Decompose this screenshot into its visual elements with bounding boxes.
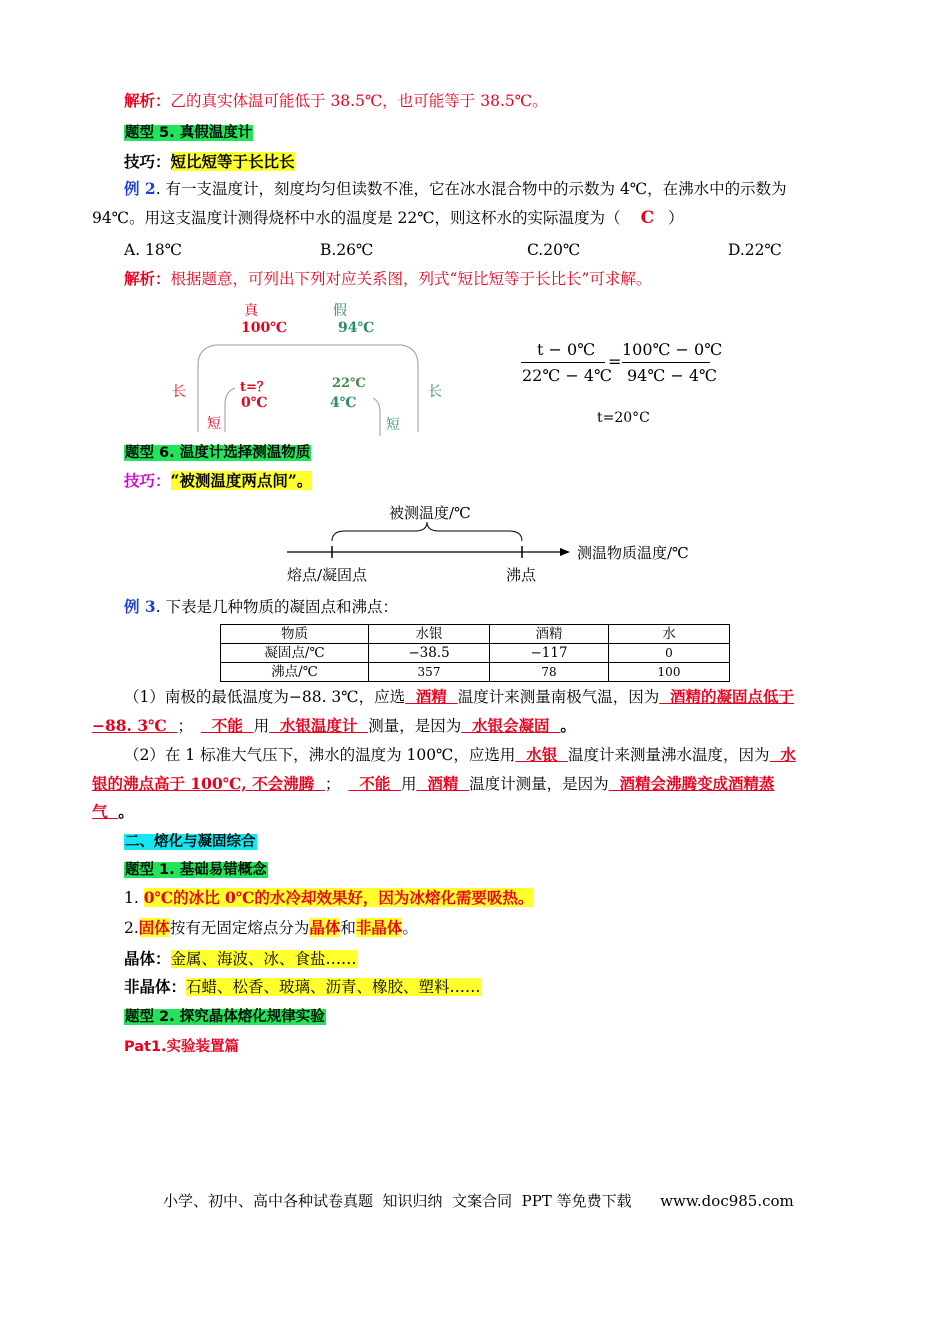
pat1-heading [124, 1035, 239, 1058]
example-close: ） [668, 209, 684, 227]
section-b1-heading [124, 858, 268, 881]
concept-text: 。 [402, 919, 418, 937]
table-header: 酒精 [490, 625, 609, 644]
tip-label: 技巧： [124, 152, 171, 171]
crystal-label: 晶体： [124, 949, 171, 968]
question-2-line-1 [124, 744, 796, 766]
table-cell: 沸点/℃ [221, 663, 369, 682]
table-header-row [221, 625, 730, 644]
table-header: 水 [609, 625, 730, 644]
melting-point-label: 熔点/凝固点 [287, 566, 368, 584]
section-5-title: 题型 5. 真假温度计 [125, 125, 253, 141]
q1-blank: 水银会凝固 [461, 716, 561, 735]
q1-text: （1）南极的最低温度为−88. 3℃，应选 [124, 688, 406, 706]
false-label: 假 [333, 303, 347, 319]
part-2-title: 二、熔化与凝固综合 [125, 834, 256, 850]
table-cell: 357 [369, 663, 490, 682]
concept-solid: 固体 [138, 918, 170, 937]
tip-text: 短比短等于长比长 [170, 152, 295, 171]
tip-label: 技巧： [124, 471, 171, 490]
q1-blank: 酒精 [405, 687, 458, 706]
q1-text: ； [177, 717, 194, 735]
q2-text: （2）在 1 标准大气压下，沸水的温度为 100℃，应选用 [124, 746, 516, 764]
q1-blank: 水银温度计 [269, 716, 369, 735]
axis-label: 测温物质温度/℃ [577, 544, 689, 562]
table-header: 物质 [221, 625, 369, 644]
page-footer: 小学、初中、高中各种试卷真题 知识归纳 文案合同 PPT 等免费下载 www.doc985.com [163, 1192, 794, 1210]
tip-text: “被测温度两点间”。 [170, 471, 313, 490]
formula-left-numerator: t − 0℃ [537, 340, 596, 359]
noncrystal-text: 石蜡、松香、玻璃、沥青、橡胶、塑料…… [186, 978, 481, 996]
example-label: 例 2 [124, 179, 156, 198]
table-cell: 0 [609, 644, 730, 663]
concept-num: 1. [124, 889, 144, 907]
question-2-line-3 [92, 801, 134, 823]
true-label: 真 [244, 303, 258, 319]
table-cell: −117 [490, 644, 609, 663]
q2-text: 。 [118, 802, 134, 821]
q2-blank: 不能 [348, 774, 402, 793]
example-label: 例 3 [124, 597, 156, 616]
substance-table [220, 624, 730, 682]
table-header: 水银 [369, 625, 490, 644]
table-row [221, 644, 730, 663]
pat1-title: Pat1.实验装置篇 [124, 1039, 240, 1055]
q2-blank: 水银 [515, 745, 569, 764]
true-t-value: t=？ [240, 380, 270, 395]
concept-1 [124, 887, 533, 909]
q1-text: 温度计来测量南极气温，因为 [457, 688, 660, 706]
q2-text: 温度计测量，是因为 [469, 775, 609, 793]
formula-equals: = [608, 352, 622, 371]
example-answer: C [640, 208, 655, 228]
q2-blank: 气 [92, 802, 119, 821]
analysis-text: 根据题意，可列出下列对应关系图，列式“短比短等于长比长”可求解。 [170, 270, 652, 288]
formula-right-numerator: 100℃ − 0℃ [622, 340, 723, 359]
table-row [221, 663, 730, 682]
true-bottom-value: 0℃ [241, 395, 268, 411]
concept-text: 和 [340, 919, 356, 937]
table-cell: 78 [490, 663, 609, 682]
analysis-label: 解析： [124, 91, 171, 110]
noncrystal-label: 非晶体： [124, 977, 187, 996]
crystal-examples [124, 948, 357, 970]
concept-text: 0℃的冰比 0℃的水冷却效果好，因为冰熔化需要吸热。 [143, 888, 534, 907]
option-b: B.26℃ [320, 241, 374, 259]
question-1-line-2 [92, 715, 576, 737]
question-2-line-2 [92, 773, 774, 795]
q2-blank: 酒精 [416, 774, 470, 793]
concept-crystal: 晶体 [309, 918, 341, 937]
long-left-label: 长 [172, 384, 186, 400]
true-top-value: 100℃ [241, 320, 287, 336]
analysis-label: 解析： [124, 269, 171, 288]
example-text-2: 94℃。用这支温度计测得烧杯中水的温度是 22℃，则这杯水的实际温度为（ [92, 209, 621, 227]
q1-text: 用 [253, 717, 270, 735]
q2-blank: 水 [769, 745, 796, 764]
concept-2 [124, 917, 418, 939]
analysis-text: 乙的真实体温可能低于 38.5℃，也可能等于 38.5℃。 [170, 92, 548, 110]
q1-blank: 酒精的凝固点低于 [659, 687, 795, 706]
crystal-text: 金属、海波、冰、食盐…… [170, 950, 357, 968]
q1-text: 。 [560, 716, 576, 735]
q2-text: 用 [401, 775, 417, 793]
option-a: A. 18℃ [124, 241, 183, 259]
formula-result: t=20°C [597, 410, 650, 426]
table-cell: −38.5 [369, 644, 490, 663]
q2-text: ； [324, 775, 341, 793]
false-t-value: 22℃ [332, 376, 366, 391]
option-d: D.22℃ [728, 241, 782, 259]
measured-temp-label: 被测温度/℃ [389, 504, 471, 522]
short-left-label: 短 [207, 416, 221, 432]
table-cell: 100 [609, 663, 730, 682]
concept-noncrystal: 非晶体 [355, 918, 403, 937]
concept-num: 2. [124, 919, 139, 937]
example-text: . 下表是几种物质的凝固点和沸点： [155, 598, 399, 616]
example-text-1: . 有一支温度计，刻度均匀但读数不准，它在冰水混合物中的示数为 4℃，在沸水中的示数为 [155, 180, 787, 198]
section-b2-heading [124, 1005, 326, 1028]
q1-blank: 不能 [201, 716, 254, 735]
short-right-label: 短 [386, 417, 400, 433]
part-2-heading [124, 830, 257, 853]
concept-text: 按有无固定熔点分为 [169, 919, 310, 937]
q2-text: 温度计来测量沸水温度，因为 [568, 746, 770, 764]
q1-blank: −88. 3℃ [92, 716, 178, 735]
section-b2-title: 题型 2. 探究晶体熔化规律实验 [125, 1009, 325, 1025]
example-3 [124, 596, 398, 618]
false-top-value: 94℃ [338, 320, 375, 336]
q1-text: 测量，是因为 [368, 717, 462, 735]
section-b1-title: 题型 1. 基础易错概念 [125, 862, 267, 878]
table-cell: 凝固点/℃ [221, 644, 369, 663]
formula-right-denominator: 94℃ − 4℃ [627, 366, 717, 385]
q2-blank: 银的沸点高于 100℃, 不会沸腾 [92, 774, 325, 793]
option-c: C.20℃ [527, 241, 581, 259]
question-1-line-1 [124, 686, 794, 708]
section-6-title: 题型 6. 温度计选择测温物质 [125, 445, 311, 461]
false-bottom-value: 4℃ [330, 395, 357, 411]
boiling-point-label: 沸点 [506, 566, 537, 584]
long-right-label: 长 [428, 384, 442, 400]
q2-blank: 酒精会沸腾变成酒精蒸 [608, 774, 775, 793]
noncrystal-examples [124, 976, 481, 998]
formula-left-denominator: 22℃ − 4℃ [522, 366, 612, 385]
